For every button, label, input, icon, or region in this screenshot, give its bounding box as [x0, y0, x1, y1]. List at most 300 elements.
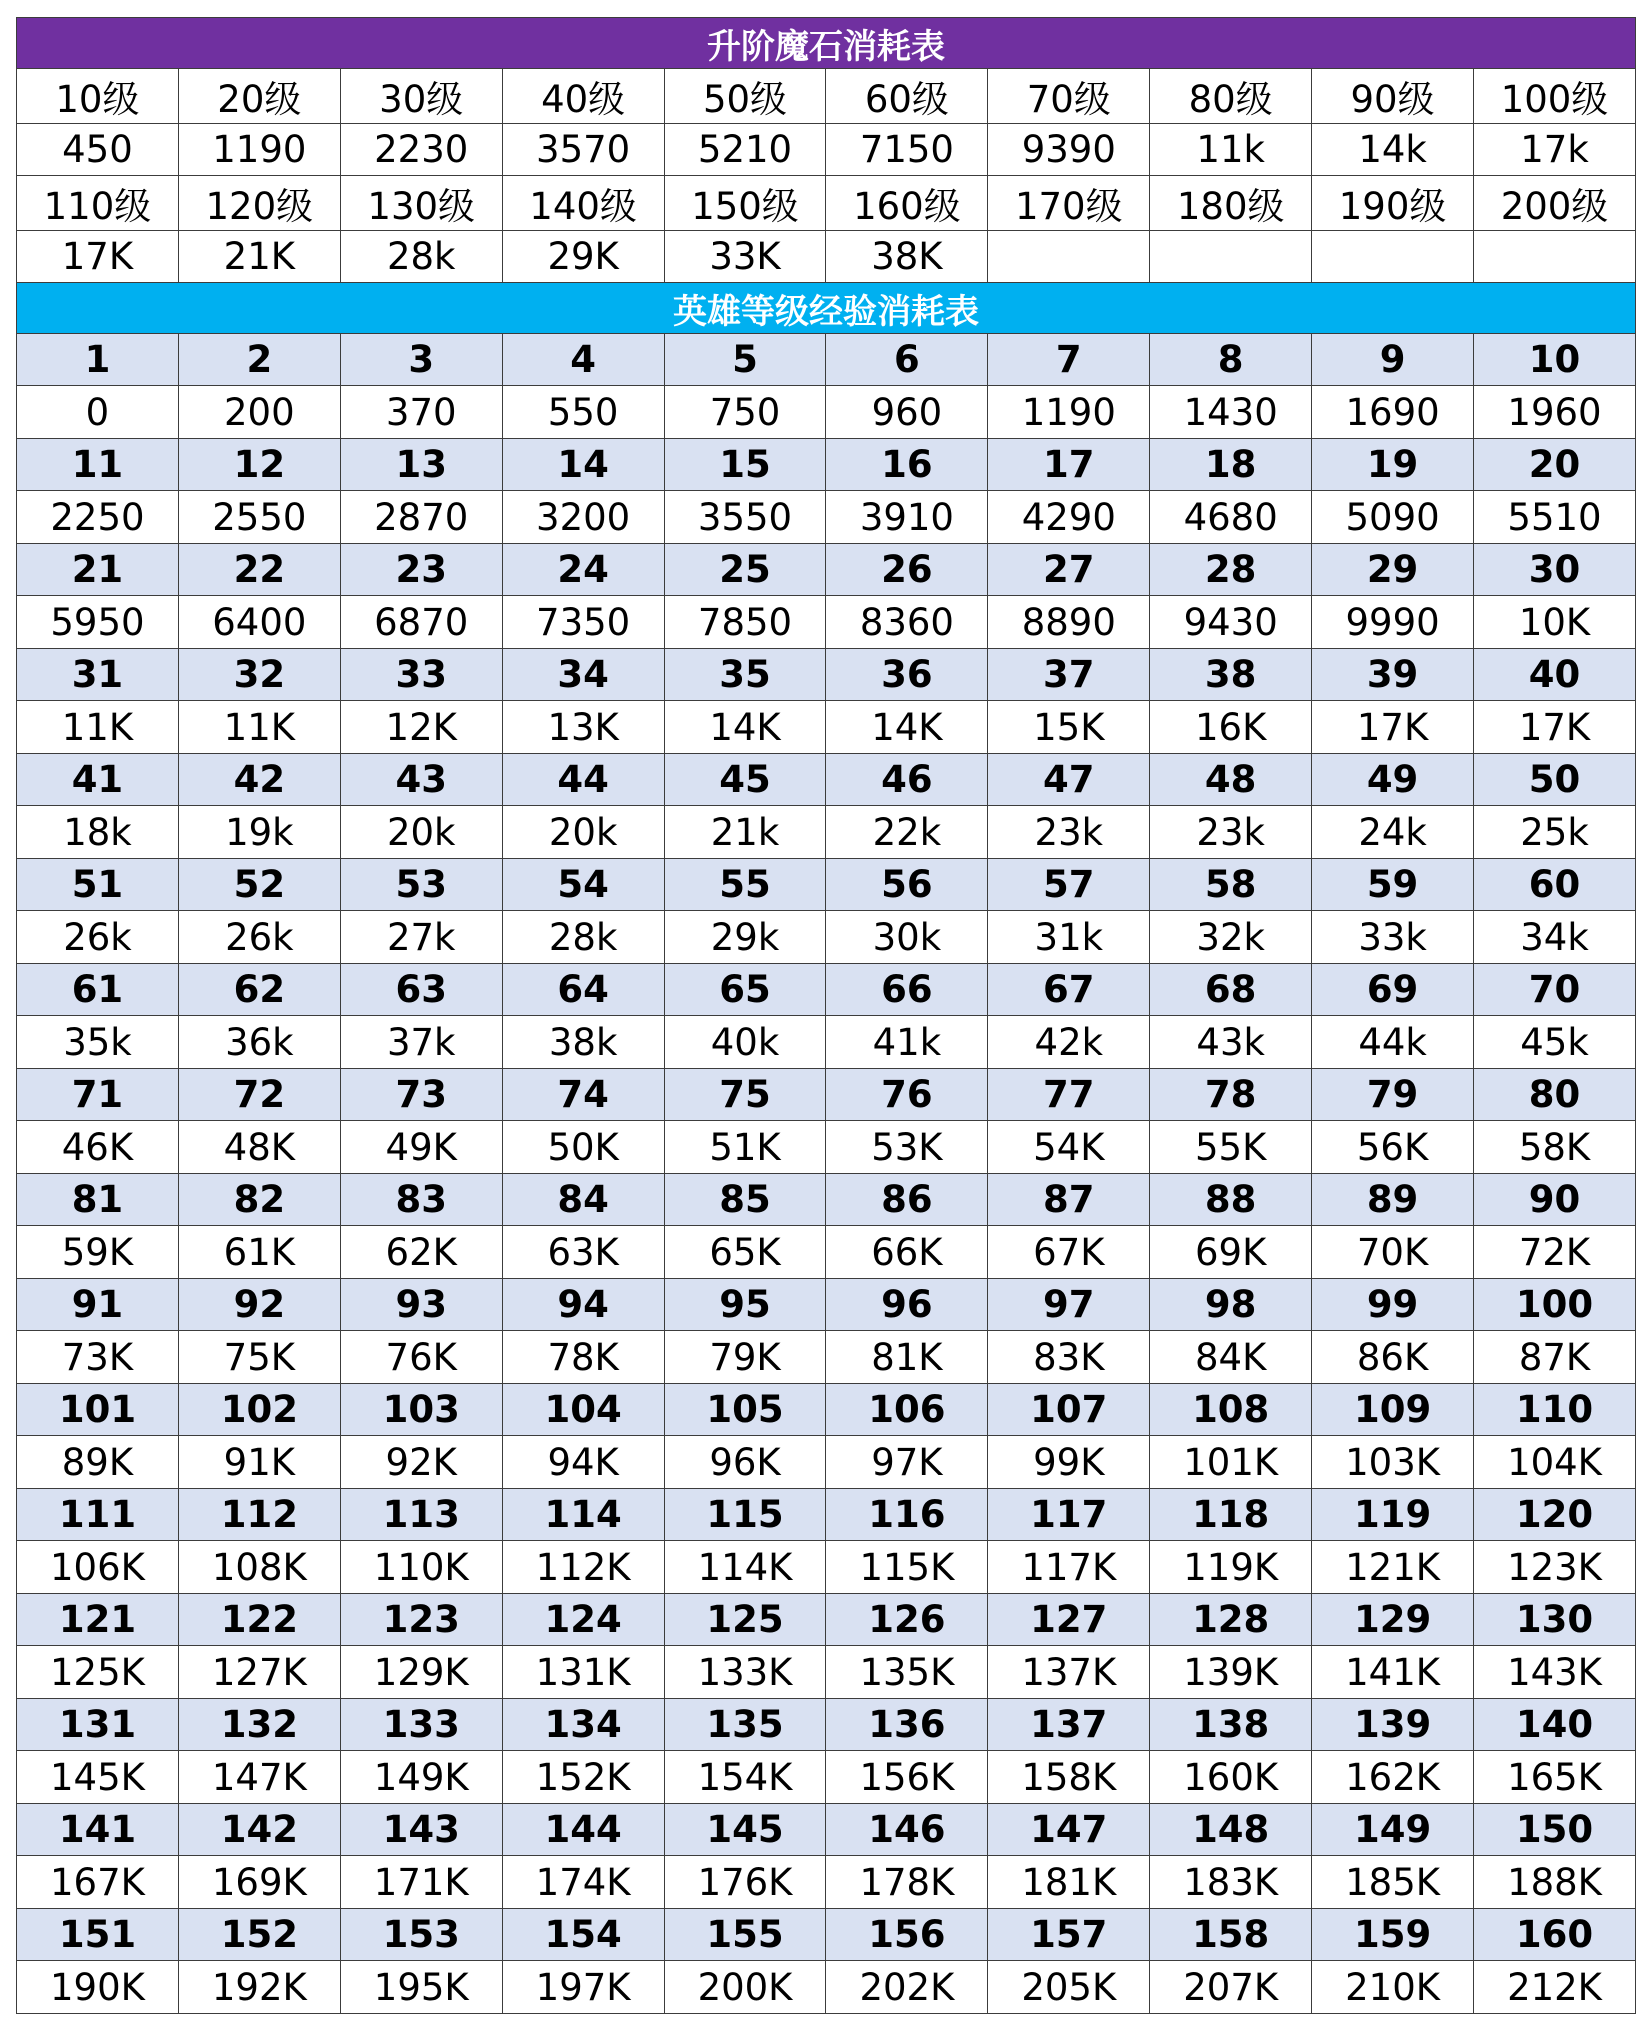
hero-level-cell: 141 [17, 1804, 179, 1856]
hero-level-cell: 84 [502, 1174, 664, 1226]
hero-level-cell: 124 [502, 1594, 664, 1646]
exp-cost-cell: 152K [502, 1751, 664, 1804]
hero-level-cell: 126 [826, 1594, 988, 1646]
hero-level-cell: 5 [664, 334, 826, 386]
hero-level-cell: 99 [1312, 1279, 1474, 1331]
exp-cost-cell: 61K [178, 1226, 340, 1279]
exp-cost-cell: 23k [988, 806, 1150, 859]
stone-level-row [17, 176, 1636, 231]
hero-level-cell: 11 [17, 439, 179, 491]
hero-level-cell: 10 [1474, 334, 1636, 386]
stone-cost-cell [1150, 231, 1312, 283]
exp-cost-cell: 154K [664, 1751, 826, 1804]
exp-cost-row [17, 1121, 1636, 1174]
exp-cost-cell: 40k [664, 1016, 826, 1069]
stone-cost-row [17, 231, 1636, 283]
hero-level-cell: 51 [17, 859, 179, 911]
exp-cost-cell: 207K [1150, 1961, 1312, 2014]
hero-level-cell: 55 [664, 859, 826, 911]
hero-level-cell: 45 [664, 754, 826, 806]
exp-cost-cell: 178K [826, 1856, 988, 1909]
exp-cost-cell: 112K [502, 1541, 664, 1594]
exp-cost-cell: 129K [340, 1646, 502, 1699]
stone-cost-cell: 33K [664, 231, 826, 283]
stone-table-title: 升阶魔石消耗表 [17, 18, 1636, 69]
hero-level-cell: 60 [1474, 859, 1636, 911]
hero-level-cell: 6 [826, 334, 988, 386]
stone-cost-cell: 11k [1150, 124, 1312, 176]
exp-cost-cell: 18k [17, 806, 179, 859]
exp-cost-cell: 158K [988, 1751, 1150, 1804]
hero-level-cell: 105 [664, 1384, 826, 1436]
hero-level-cell: 87 [988, 1174, 1150, 1226]
hero-level-cell: 132 [178, 1699, 340, 1751]
hero-level-cell: 43 [340, 754, 502, 806]
stone-level-row [17, 69, 1636, 124]
exp-cost-cell: 59K [17, 1226, 179, 1279]
exp-cost-cell: 66K [826, 1226, 988, 1279]
hero-level-row [17, 1804, 1636, 1856]
hero-level-cell: 144 [502, 1804, 664, 1856]
stone-cost-row [17, 124, 1636, 176]
exp-cost-cell: 370 [340, 386, 502, 439]
hero-level-cell: 68 [1150, 964, 1312, 1016]
exp-cost-cell: 23k [1150, 806, 1312, 859]
hero-level-cell: 14 [502, 439, 664, 491]
stone-level-cell: 140级 [502, 176, 664, 231]
hero-level-cell: 48 [1150, 754, 1312, 806]
exp-cost-cell: 45k [1474, 1016, 1636, 1069]
stone-level-cell: 150级 [664, 176, 826, 231]
exp-cost-cell: 27k [340, 911, 502, 964]
hero-level-cell: 16 [826, 439, 988, 491]
exp-cost-cell: 183K [1150, 1856, 1312, 1909]
exp-cost-cell: 197K [502, 1961, 664, 2014]
hero-level-cell: 72 [178, 1069, 340, 1121]
exp-cost-cell: 133K [664, 1646, 826, 1699]
exp-cost-cell: 106K [17, 1541, 179, 1594]
hero-level-cell: 38 [1150, 649, 1312, 701]
hero-level-cell: 129 [1312, 1594, 1474, 1646]
exp-cost-cell: 89K [17, 1436, 179, 1489]
hero-level-cell: 152 [178, 1909, 340, 1961]
exp-cost-cell: 137K [988, 1646, 1150, 1699]
exp-cost-row [17, 1646, 1636, 1699]
hero-level-row [17, 1489, 1636, 1541]
hero-level-cell: 69 [1312, 964, 1474, 1016]
exp-cost-row [17, 1331, 1636, 1384]
exp-cost-cell: 43k [1150, 1016, 1312, 1069]
exp-cost-cell: 81K [826, 1331, 988, 1384]
stone-cost-cell [988, 231, 1150, 283]
exp-cost-cell: 5510 [1474, 491, 1636, 544]
exp-cost-cell: 7350 [502, 596, 664, 649]
hero-level-cell: 114 [502, 1489, 664, 1541]
hero-level-cell: 97 [988, 1279, 1150, 1331]
hero-level-cell: 26 [826, 544, 988, 596]
hero-level-cell: 93 [340, 1279, 502, 1331]
exp-cost-cell: 26k [17, 911, 179, 964]
hero-level-cell: 123 [340, 1594, 502, 1646]
exp-cost-cell: 94K [502, 1436, 664, 1489]
hero-level-cell: 100 [1474, 1279, 1636, 1331]
exp-cost-cell: 17K [1474, 701, 1636, 754]
exp-cost-cell: 8890 [988, 596, 1150, 649]
exp-cost-cell: 160K [1150, 1751, 1312, 1804]
exp-cost-cell: 169K [178, 1856, 340, 1909]
hero-level-cell: 58 [1150, 859, 1312, 911]
exp-cost-cell: 31k [988, 911, 1150, 964]
spreadsheet [16, 17, 1636, 2014]
hero-level-cell: 106 [826, 1384, 988, 1436]
exp-cost-cell: 62K [340, 1226, 502, 1279]
exp-cost-cell: 48K [178, 1121, 340, 1174]
hero-level-row [17, 1699, 1636, 1751]
hero-level-cell: 134 [502, 1699, 664, 1751]
stone-table-header-row [17, 18, 1636, 69]
hero-level-cell: 104 [502, 1384, 664, 1436]
hero-level-row [17, 1384, 1636, 1436]
exp-cost-cell: 72K [1474, 1226, 1636, 1279]
exp-cost-cell: 104K [1474, 1436, 1636, 1489]
hero-level-cell: 142 [178, 1804, 340, 1856]
hero-level-row [17, 1279, 1636, 1331]
exp-cost-cell: 84K [1150, 1331, 1312, 1384]
hero-level-cell: 149 [1312, 1804, 1474, 1856]
hero-level-cell: 15 [664, 439, 826, 491]
hero-level-cell: 19 [1312, 439, 1474, 491]
hero-level-cell: 156 [826, 1909, 988, 1961]
stone-cost-cell: 28k [340, 231, 502, 283]
hero-level-cell: 98 [1150, 1279, 1312, 1331]
exp-cost-cell: 14K [664, 701, 826, 754]
exp-cost-cell: 69K [1150, 1226, 1312, 1279]
exp-cost-cell: 3200 [502, 491, 664, 544]
hero-level-cell: 122 [178, 1594, 340, 1646]
exp-cost-row [17, 806, 1636, 859]
hero-level-cell: 37 [988, 649, 1150, 701]
stone-level-cell: 50级 [664, 69, 826, 124]
hero-level-row [17, 334, 1636, 386]
exp-cost-cell: 30k [826, 911, 988, 964]
exp-cost-cell: 5950 [17, 596, 179, 649]
exp-cost-cell: 34k [1474, 911, 1636, 964]
hero-level-cell: 52 [178, 859, 340, 911]
stone-level-cell: 110级 [17, 176, 179, 231]
exp-cost-cell: 141K [1312, 1646, 1474, 1699]
hero-level-cell: 139 [1312, 1699, 1474, 1751]
exp-cost-cell: 65K [664, 1226, 826, 1279]
exp-cost-cell: 108K [178, 1541, 340, 1594]
hero-level-cell: 157 [988, 1909, 1150, 1961]
exp-cost-cell: 192K [178, 1961, 340, 2014]
exp-cost-cell: 55K [1150, 1121, 1312, 1174]
hero-level-cell: 101 [17, 1384, 179, 1436]
exp-cost-cell: 44k [1312, 1016, 1474, 1069]
exp-cost-cell: 32k [1150, 911, 1312, 964]
hero-level-cell: 50 [1474, 754, 1636, 806]
hero-level-cell: 62 [178, 964, 340, 1016]
exp-cost-cell: 99K [988, 1436, 1150, 1489]
exp-cost-cell: 75K [178, 1331, 340, 1384]
hero-level-cell: 102 [178, 1384, 340, 1436]
exp-cost-cell: 67K [988, 1226, 1150, 1279]
stone-cost-cell: 29K [502, 231, 664, 283]
hero-level-cell: 143 [340, 1804, 502, 1856]
stone-level-cell: 180级 [1150, 176, 1312, 231]
hero-level-cell: 148 [1150, 1804, 1312, 1856]
exp-cost-cell: 162K [1312, 1751, 1474, 1804]
hero-level-cell: 115 [664, 1489, 826, 1541]
stone-level-cell: 190级 [1312, 176, 1474, 231]
exp-cost-cell: 210K [1312, 1961, 1474, 2014]
hero-level-row [17, 1069, 1636, 1121]
hero-level-cell: 29 [1312, 544, 1474, 596]
hero-level-cell: 125 [664, 1594, 826, 1646]
hero-level-cell: 30 [1474, 544, 1636, 596]
exp-cost-cell: 202K [826, 1961, 988, 2014]
hero-level-cell: 147 [988, 1804, 1150, 1856]
hero-level-cell: 127 [988, 1594, 1150, 1646]
exp-cost-cell: 190K [17, 1961, 179, 2014]
exp-cost-cell: 86K [1312, 1331, 1474, 1384]
exp-cost-cell: 97K [826, 1436, 988, 1489]
exp-cost-row [17, 386, 1636, 439]
cost-table [16, 17, 1636, 2014]
hero-level-cell: 151 [17, 1909, 179, 1961]
exp-cost-cell: 181K [988, 1856, 1150, 1909]
hero-level-cell: 128 [1150, 1594, 1312, 1646]
exp-cost-cell: 8360 [826, 596, 988, 649]
stone-level-cell: 70级 [988, 69, 1150, 124]
exp-cost-cell: 96K [664, 1436, 826, 1489]
exp-cost-cell: 171K [340, 1856, 502, 1909]
stone-level-cell: 170级 [988, 176, 1150, 231]
exp-cost-cell: 56K [1312, 1121, 1474, 1174]
hero-level-cell: 108 [1150, 1384, 1312, 1436]
hero-level-cell: 119 [1312, 1489, 1474, 1541]
exp-cost-row [17, 1541, 1636, 1594]
hero-level-cell: 116 [826, 1489, 988, 1541]
hero-level-cell: 13 [340, 439, 502, 491]
stone-level-cell: 30级 [340, 69, 502, 124]
exp-cost-cell: 9430 [1150, 596, 1312, 649]
hero-level-cell: 154 [502, 1909, 664, 1961]
hero-level-cell: 44 [502, 754, 664, 806]
hero-level-cell: 159 [1312, 1909, 1474, 1961]
exp-cost-cell: 0 [17, 386, 179, 439]
stone-level-cell: 160级 [826, 176, 988, 231]
hero-level-cell: 76 [826, 1069, 988, 1121]
exp-cost-cell: 28k [502, 911, 664, 964]
stone-level-cell: 130级 [340, 176, 502, 231]
exp-cost-cell: 195K [340, 1961, 502, 2014]
exp-cost-cell: 101K [1150, 1436, 1312, 1489]
exp-cost-cell: 11K [178, 701, 340, 754]
exp-cost-cell: 46K [17, 1121, 179, 1174]
exp-cost-row [17, 1856, 1636, 1909]
hero-level-cell: 46 [826, 754, 988, 806]
exp-cost-cell: 125K [17, 1646, 179, 1699]
hero-level-cell: 9 [1312, 334, 1474, 386]
exp-cost-cell: 15K [988, 701, 1150, 754]
exp-cost-cell: 36k [178, 1016, 340, 1069]
exp-cost-cell: 37k [340, 1016, 502, 1069]
hero-level-cell: 73 [340, 1069, 502, 1121]
hero-level-cell: 3 [340, 334, 502, 386]
exp-cost-cell: 205K [988, 1961, 1150, 2014]
exp-cost-cell: 54K [988, 1121, 1150, 1174]
hero-level-cell: 7 [988, 334, 1150, 386]
hero-level-row [17, 964, 1636, 1016]
hero-level-cell: 80 [1474, 1069, 1636, 1121]
stone-cost-cell: 14k [1312, 124, 1474, 176]
hero-level-cell: 78 [1150, 1069, 1312, 1121]
exp-cost-cell: 127K [178, 1646, 340, 1699]
exp-cost-cell: 145K [17, 1751, 179, 1804]
exp-cost-cell: 87K [1474, 1331, 1636, 1384]
exp-cost-cell: 4680 [1150, 491, 1312, 544]
hero-level-cell: 39 [1312, 649, 1474, 701]
hero-level-row [17, 1594, 1636, 1646]
exp-cost-cell: 21k [664, 806, 826, 859]
stone-level-cell: 90级 [1312, 69, 1474, 124]
stone-cost-cell: 3570 [502, 124, 664, 176]
hero-level-cell: 150 [1474, 1804, 1636, 1856]
exp-cost-cell: 19k [178, 806, 340, 859]
exp-cost-cell: 7850 [664, 596, 826, 649]
exp-cost-cell: 41k [826, 1016, 988, 1069]
hero-level-cell: 12 [178, 439, 340, 491]
hero-level-cell: 32 [178, 649, 340, 701]
hero-level-row [17, 1174, 1636, 1226]
exp-cost-cell: 51K [664, 1121, 826, 1174]
exp-cost-cell: 212K [1474, 1961, 1636, 2014]
hero-level-cell: 117 [988, 1489, 1150, 1541]
hero-level-row [17, 1909, 1636, 1961]
exp-cost-cell: 14K [826, 701, 988, 754]
exp-cost-cell: 123K [1474, 1541, 1636, 1594]
exp-cost-cell: 550 [502, 386, 664, 439]
stone-level-cell: 80级 [1150, 69, 1312, 124]
hero-level-cell: 54 [502, 859, 664, 911]
hero-level-cell: 33 [340, 649, 502, 701]
hero-level-cell: 28 [1150, 544, 1312, 596]
hero-level-cell: 64 [502, 964, 664, 1016]
hero-level-cell: 160 [1474, 1909, 1636, 1961]
exp-cost-row [17, 1436, 1636, 1489]
exp-cost-cell: 83K [988, 1331, 1150, 1384]
hero-level-cell: 63 [340, 964, 502, 1016]
hero-level-cell: 22 [178, 544, 340, 596]
hero-level-cell: 138 [1150, 1699, 1312, 1751]
hero-level-cell: 82 [178, 1174, 340, 1226]
exp-cost-cell: 110K [340, 1541, 502, 1594]
hero-level-row [17, 439, 1636, 491]
hero-level-row [17, 859, 1636, 911]
hero-level-cell: 112 [178, 1489, 340, 1541]
exp-cost-cell: 1960 [1474, 386, 1636, 439]
hero-level-cell: 27 [988, 544, 1150, 596]
exp-cost-cell: 24k [1312, 806, 1474, 859]
exp-cost-cell: 188K [1474, 1856, 1636, 1909]
exp-cost-cell: 33k [1312, 911, 1474, 964]
exp-cost-cell: 121K [1312, 1541, 1474, 1594]
hero-level-cell: 35 [664, 649, 826, 701]
hero-level-cell: 4 [502, 334, 664, 386]
exp-cost-row [17, 1961, 1636, 2014]
hero-level-cell: 41 [17, 754, 179, 806]
hero-level-cell: 65 [664, 964, 826, 1016]
exp-cost-cell: 1430 [1150, 386, 1312, 439]
stone-cost-cell: 5210 [664, 124, 826, 176]
stone-cost-cell: 7150 [826, 124, 988, 176]
hero-level-cell: 31 [17, 649, 179, 701]
exp-cost-cell: 25k [1474, 806, 1636, 859]
exp-cost-cell: 11K [17, 701, 179, 754]
exp-cost-row [17, 1226, 1636, 1279]
exp-cost-cell: 6870 [340, 596, 502, 649]
exp-cost-row [17, 491, 1636, 544]
exp-cost-cell: 131K [502, 1646, 664, 1699]
hero-level-cell: 81 [17, 1174, 179, 1226]
exp-cost-row [17, 596, 1636, 649]
hero-level-cell: 8 [1150, 334, 1312, 386]
hero-level-cell: 120 [1474, 1489, 1636, 1541]
exp-cost-cell: 53K [826, 1121, 988, 1174]
exp-cost-cell: 119K [1150, 1541, 1312, 1594]
exp-cost-cell: 10K [1474, 596, 1636, 649]
exp-cost-cell: 165K [1474, 1751, 1636, 1804]
hero-level-cell: 91 [17, 1279, 179, 1331]
exp-cost-cell: 200K [664, 1961, 826, 2014]
exp-cost-cell: 16K [1150, 701, 1312, 754]
hero-level-cell: 96 [826, 1279, 988, 1331]
exp-cost-cell: 79K [664, 1331, 826, 1384]
hero-level-cell: 155 [664, 1909, 826, 1961]
hero-level-cell: 118 [1150, 1489, 1312, 1541]
stone-level-cell: 40级 [502, 69, 664, 124]
stone-cost-cell: 21K [178, 231, 340, 283]
exp-cost-cell: 17K [1312, 701, 1474, 754]
stone-level-cell: 100级 [1474, 69, 1636, 124]
exp-cost-cell: 103K [1312, 1436, 1474, 1489]
exp-cost-cell: 2870 [340, 491, 502, 544]
exp-cost-cell: 3550 [664, 491, 826, 544]
exp-cost-cell: 50K [502, 1121, 664, 1174]
exp-cost-cell: 9990 [1312, 596, 1474, 649]
hero-level-cell: 25 [664, 544, 826, 596]
exp-cost-cell: 38k [502, 1016, 664, 1069]
exp-cost-row [17, 701, 1636, 754]
hero-level-cell: 145 [664, 1804, 826, 1856]
hero-level-cell: 94 [502, 1279, 664, 1331]
stone-cost-cell: 9390 [988, 124, 1150, 176]
hero-level-cell: 111 [17, 1489, 179, 1541]
stone-cost-cell: 17k [1474, 124, 1636, 176]
stone-cost-cell [1312, 231, 1474, 283]
hero-level-cell: 66 [826, 964, 988, 1016]
hero-level-cell: 103 [340, 1384, 502, 1436]
exp-cost-cell: 78K [502, 1331, 664, 1384]
hero-level-row [17, 544, 1636, 596]
exp-cost-cell: 3910 [826, 491, 988, 544]
hero-level-cell: 95 [664, 1279, 826, 1331]
hero-level-cell: 136 [826, 1699, 988, 1751]
stone-level-cell: 10级 [17, 69, 179, 124]
exp-cost-cell: 6400 [178, 596, 340, 649]
exp-cost-cell: 35k [17, 1016, 179, 1069]
